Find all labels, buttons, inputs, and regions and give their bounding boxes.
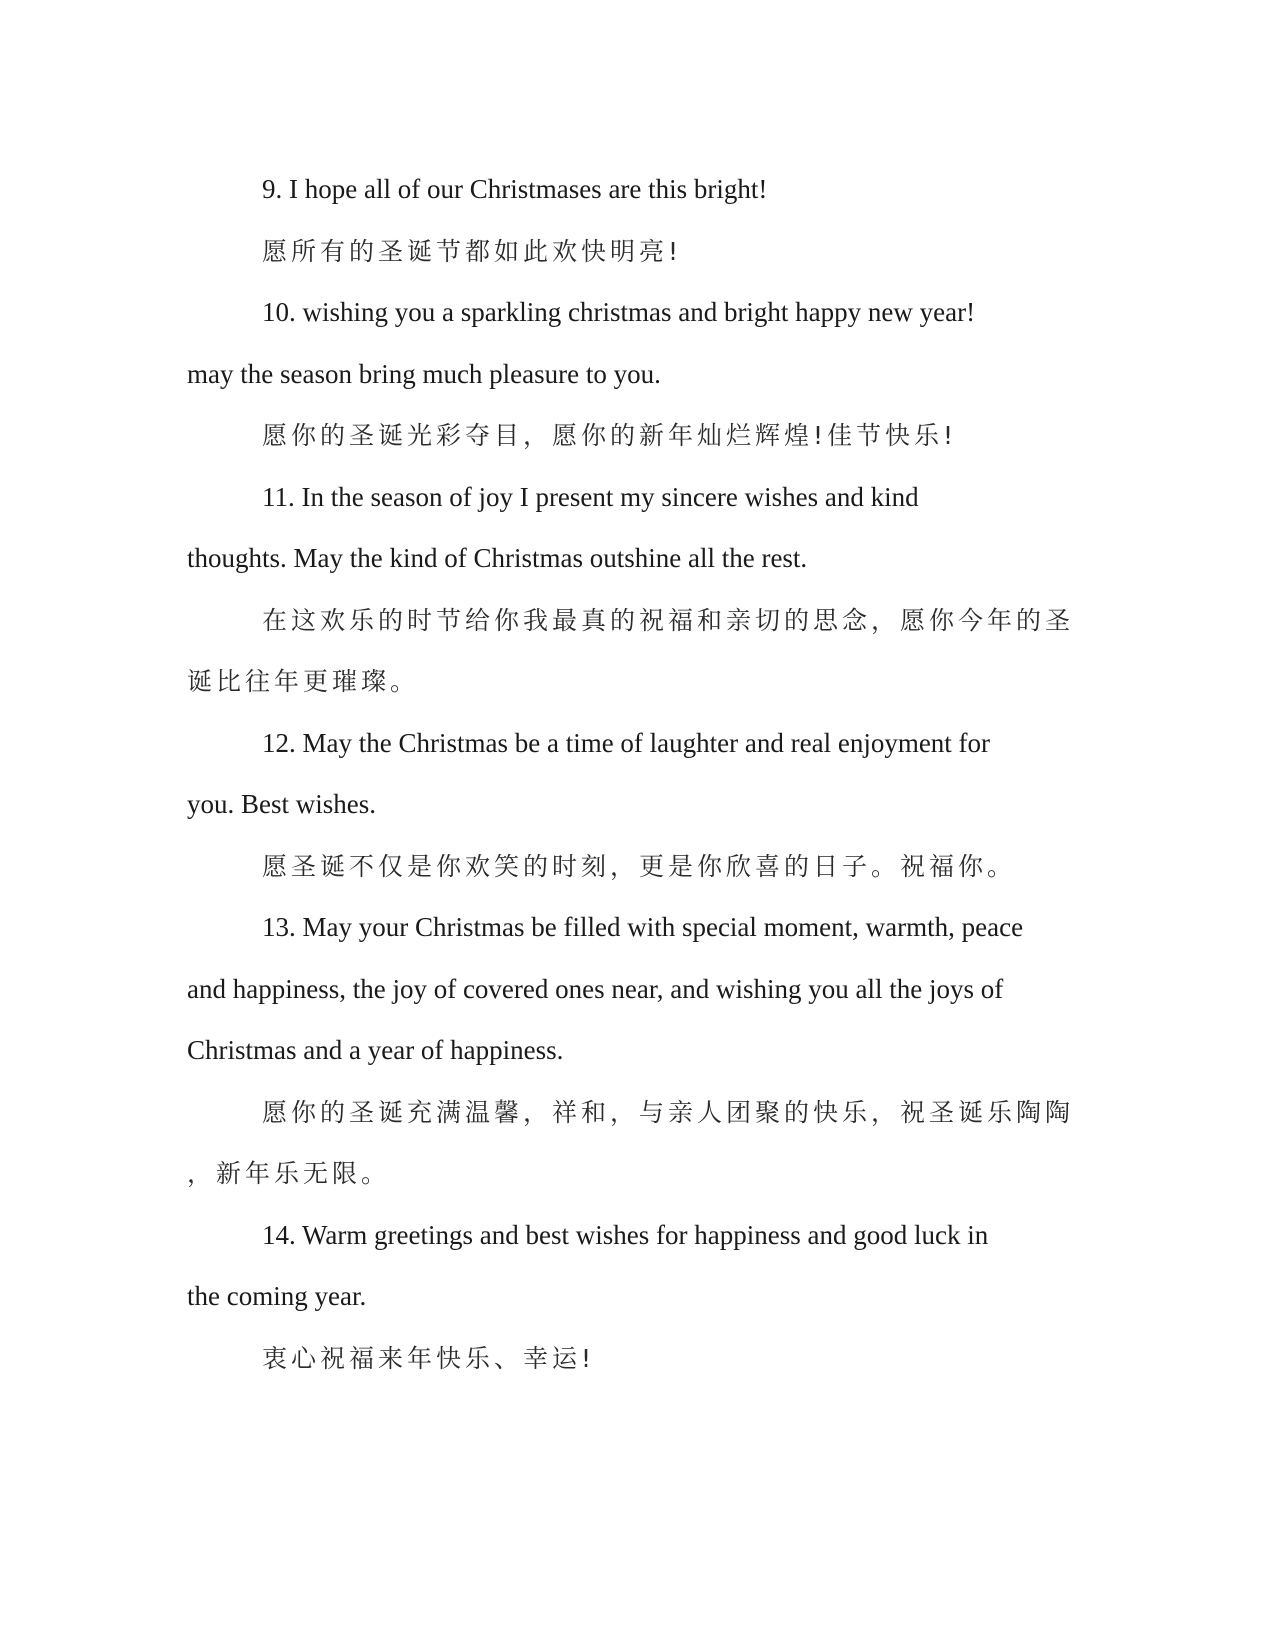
paragraph-10-zh — [187, 405, 1087, 467]
paragraph-9-en — [187, 159, 1087, 221]
text-line: 诞比往年更璀璨。 — [187, 667, 420, 696]
text-line: may the season bring much pleasure to you. — [187, 358, 661, 389]
text-line: thoughts. May the kind of Christmas outshine all the rest. — [187, 543, 808, 573]
paragraph-14-zh — [187, 1328, 1087, 1390]
text-line: 10. wishing you a sparkling christmas and bright happy new year! — [262, 297, 976, 327]
text-line: ，新年乐无限。 — [187, 1159, 391, 1188]
text-line: 9. I hope all of our Christmases are this bright! — [262, 174, 768, 204]
paragraph-14-en — [187, 1205, 1087, 1328]
paragraph-10-en — [187, 282, 1087, 405]
paragraph-11-zh — [187, 590, 1087, 713]
text-line: 14. Warm greetings and best wishes for happiness and good luck in — [262, 1219, 989, 1250]
paragraph-9-zh — [187, 221, 1087, 283]
text-line: 愿你的圣诞充满温馨，祥和，与亲人团聚的快乐，祝圣诞乐陶陶 — [262, 1097, 1075, 1127]
paragraph-12-zh — [187, 836, 1087, 898]
text-line: 12. May the Christmas be a time of laughter and real enjoyment for — [262, 727, 991, 758]
paragraph-13-zh — [187, 1082, 1087, 1205]
text-line: you. Best wishes. — [187, 789, 376, 819]
paragraph-13-en — [187, 897, 1087, 1082]
text-line: 在这欢乐的时节给你我最真的祝福和亲切的思念，愿你今年的圣 — [262, 605, 1075, 635]
text-line: 愿所有的圣诞节都如此欢快明亮! — [262, 236, 683, 266]
paragraph-11-en — [187, 467, 1087, 590]
text-line: and happiness, the joy of covered ones near, and wishing you all the joys of — [187, 973, 1004, 1004]
paragraph-12-en — [187, 713, 1087, 836]
document-body — [187, 159, 1087, 1389]
text-line: 愿你的圣诞光彩夺目，愿你的新年灿烂辉煌!佳节快乐! — [262, 421, 958, 450]
text-line: 愿圣诞不仅是你欢笑的时刻，更是你欣喜的日子。祝福你。 — [262, 851, 1017, 881]
text-line: 11. In the season of joy I present my sincere wishes and kind — [262, 481, 919, 512]
text-line: 衷心祝福来年快乐、幸运! — [262, 1343, 596, 1373]
text-line: 13. May your Christmas be filled with special moment, warmth, peace — [262, 912, 1024, 942]
text-line: Christmas and a year of happiness. — [187, 1035, 564, 1065]
text-line: the coming year. — [187, 1281, 367, 1311]
